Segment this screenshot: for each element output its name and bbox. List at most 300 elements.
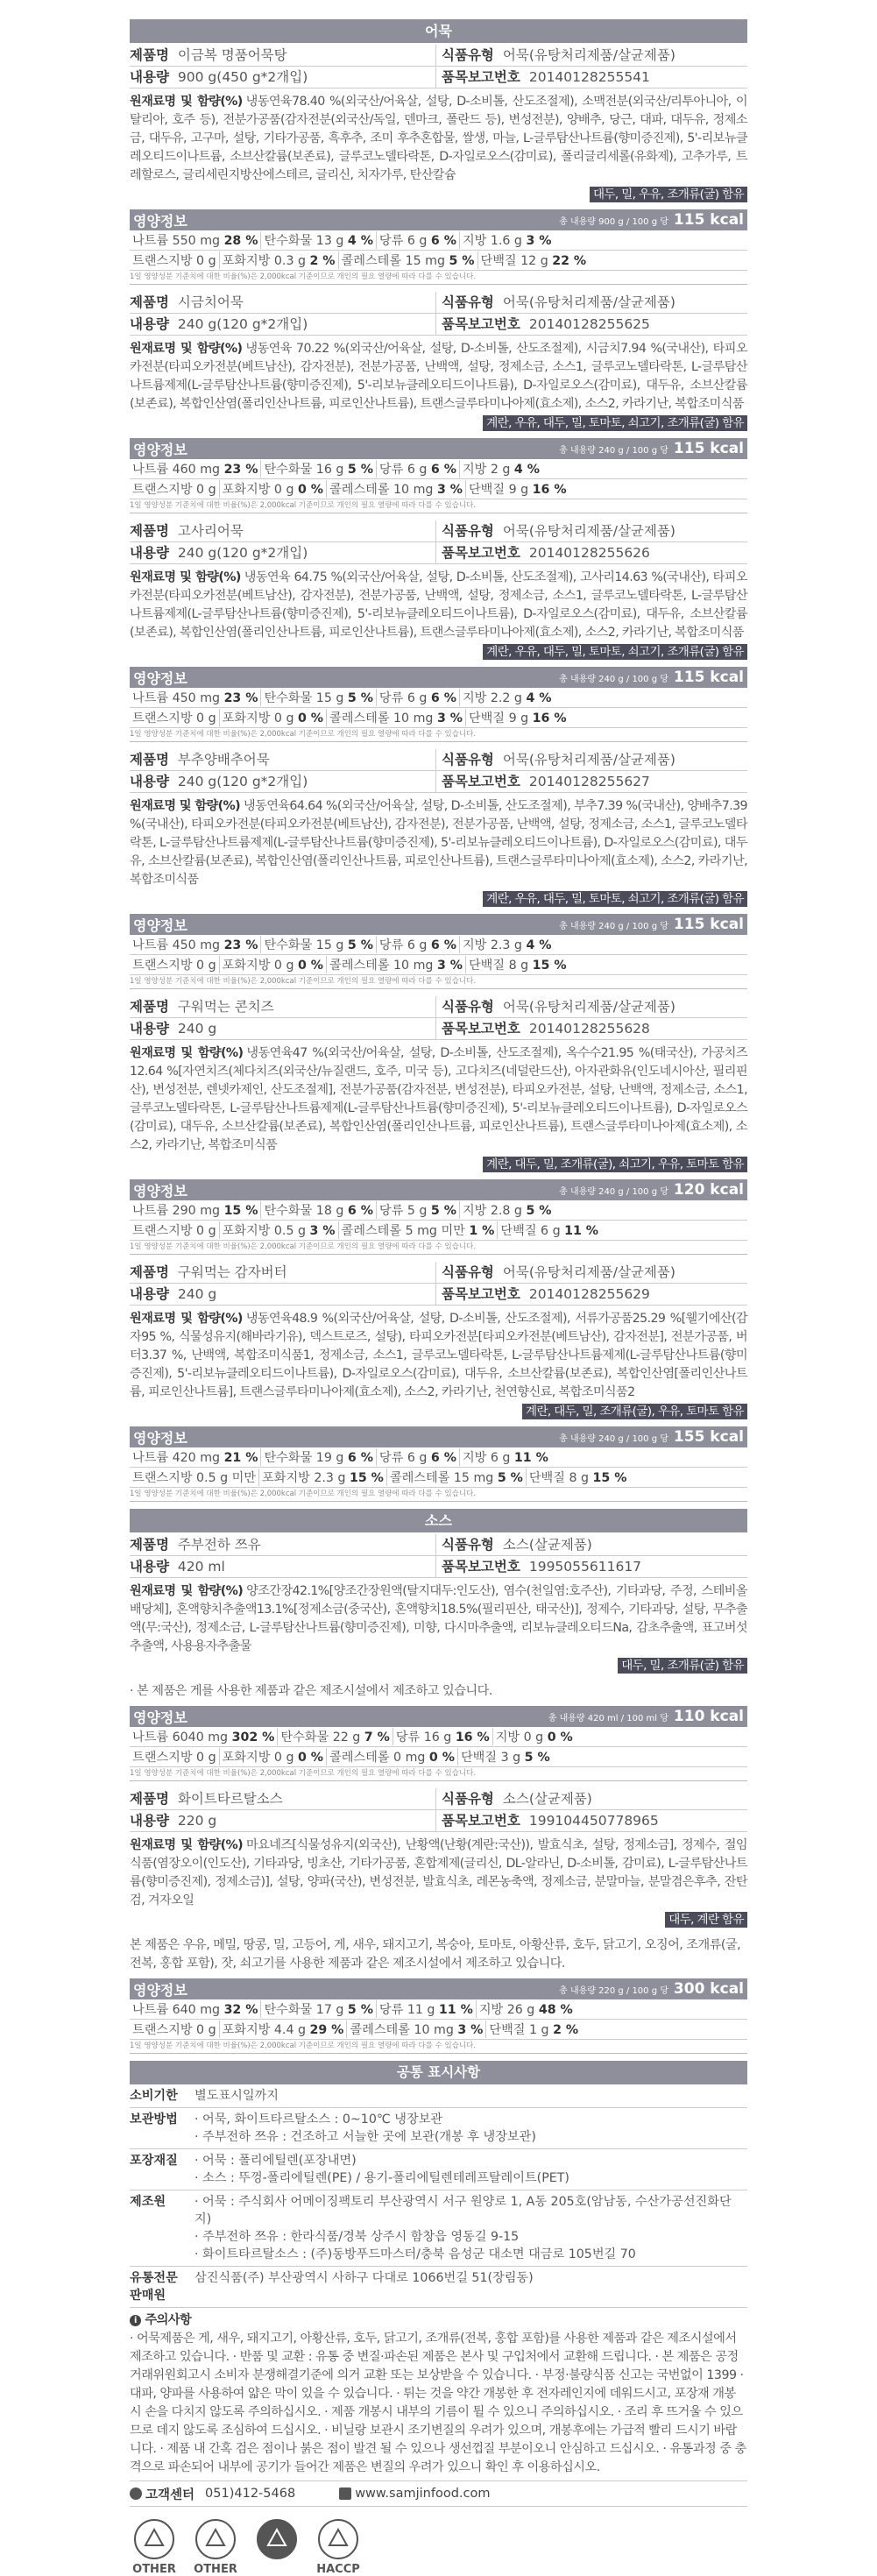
content-amount-cell bbox=[130, 1018, 435, 1039]
product-name-label: 제품명 bbox=[130, 1791, 169, 1807]
nutrient-percent: 6 % bbox=[430, 691, 456, 705]
common-info-row bbox=[130, 2084, 747, 2108]
certification-mark bbox=[252, 2517, 301, 2563]
product-name-row bbox=[130, 1262, 747, 1284]
nutrient-percent: 5 % bbox=[526, 1204, 552, 1218]
nutrition-title: 영양정보 bbox=[133, 441, 187, 458]
product-content-row bbox=[130, 771, 747, 793]
product-content-row bbox=[130, 1284, 747, 1306]
nutrient-percent: 15 % bbox=[592, 1471, 627, 1485]
content-amount-label: 내용량 bbox=[130, 1813, 169, 1829]
nutrient-item: 트랜스지방 0 g bbox=[130, 251, 220, 269]
product-name-value: 구워먹는 콘치즈 bbox=[177, 999, 274, 1015]
common-info-line: · 어묵 : 주식회사 어메이징팩토리 부산광역시 서구 원양로 1, A동 205호(암남동, 수산가공선진화단지) bbox=[194, 2195, 732, 2226]
nutrient-item: 콜레스테롤 15 mg 5 % bbox=[339, 251, 478, 269]
nutrition-title: 영양정보 bbox=[133, 212, 187, 230]
nutrient-percent: 2 % bbox=[553, 2023, 579, 2037]
recycle-other-plastic-icon bbox=[132, 2517, 176, 2561]
product-name-row bbox=[130, 1534, 747, 1556]
nutrient-percent: 0 % bbox=[297, 711, 323, 725]
common-info-header: 공통 표시사항 bbox=[130, 2061, 747, 2084]
quality-seal-icon bbox=[255, 2517, 299, 2561]
nutrition-header bbox=[130, 1179, 747, 1200]
content-amount-label: 내용량 bbox=[130, 316, 169, 332]
nutrient-percent: 3 % bbox=[436, 711, 463, 725]
food-type-cell bbox=[435, 45, 747, 66]
nutrient-item: 탄수화물 17 g 5 % bbox=[261, 2000, 376, 2018]
certification-marks bbox=[130, 2517, 747, 2576]
food-type-label: 식품유형 bbox=[442, 1264, 494, 1280]
calories: 115 kcal bbox=[673, 669, 744, 686]
nutrient-percent: 5 % bbox=[524, 1751, 550, 1765]
nutrition-header bbox=[130, 209, 747, 230]
nutrition-row bbox=[130, 1747, 747, 1767]
nutrient-item: 트랜스지방 0 g bbox=[130, 480, 220, 498]
content-amount-value: 420 ml bbox=[177, 1559, 225, 1575]
nutrient-item: 탄수화물 15 g 5 % bbox=[261, 689, 376, 706]
content-amount-value: 900 g(450 g*2개입) bbox=[177, 69, 308, 85]
serving-size: 총 내용량 240 g / 100 g 당 bbox=[559, 674, 668, 684]
certification-mark-label: OTHER bbox=[194, 2563, 237, 2576]
food-type-cell bbox=[435, 996, 747, 1017]
report-number-label: 품목보고번호 bbox=[442, 1286, 520, 1302]
content-amount-cell bbox=[130, 1284, 435, 1305]
product-name-value: 화이트타르탈소스 bbox=[177, 1791, 283, 1807]
product-content-row bbox=[130, 1810, 747, 1832]
nutrition-panel bbox=[130, 438, 747, 513]
nutrition-title: 영양정보 bbox=[133, 1182, 187, 1200]
nutrient-item: 나트륨 450 mg 23 % bbox=[130, 689, 261, 706]
product-content-row bbox=[130, 1556, 747, 1578]
allergen-badge bbox=[130, 890, 747, 909]
product-name-value: 주부전하 쯔유 bbox=[177, 1537, 261, 1553]
nutrient-item: 콜레스테롤 10 mg 3 % bbox=[327, 709, 466, 726]
nutrient-percent: 5 % bbox=[347, 2003, 373, 2017]
nutrient-item: 나트륨 450 mg 23 % bbox=[130, 936, 261, 953]
common-info-row bbox=[130, 2190, 747, 2267]
nutrient-item: 콜레스테롤 10 mg 3 % bbox=[327, 480, 466, 498]
common-info-row bbox=[130, 2108, 747, 2149]
nutrient-item: 포화지방 0.3 g 2 % bbox=[220, 251, 339, 269]
nutrient-percent: 4 % bbox=[347, 234, 373, 248]
nutrient-percent: 3 % bbox=[457, 2023, 484, 2037]
content-amount-value: 240 g bbox=[177, 1021, 217, 1037]
common-info-values bbox=[194, 2087, 747, 2105]
nutrient-percent: 0 % bbox=[297, 959, 323, 973]
nutrient-item: 포화지방 0 g 0 % bbox=[220, 480, 327, 498]
nutrient-item: 포화지방 2.3 g 15 % bbox=[259, 1468, 387, 1486]
nutrient-item: 콜레스테롤 10 mg 3 % bbox=[347, 2020, 486, 2038]
serving-size: 총 내용량 240 g / 100 g 당 bbox=[559, 1433, 668, 1444]
food-type-value: 어묵(유탕처리제품/살균제품) bbox=[502, 47, 675, 63]
nutrient-item: 지방 0 g 0 % bbox=[495, 1730, 573, 1744]
section-header-sauce: 소스 bbox=[130, 1509, 747, 1532]
nutrient-percent: 3 % bbox=[309, 1224, 336, 1238]
nutrient-item: 탄수화물 15 g 5 % bbox=[261, 936, 376, 953]
nutrient-percent: 15 % bbox=[349, 1471, 384, 1485]
nutrient-percent: 2 % bbox=[309, 254, 336, 268]
fishcake-product bbox=[130, 520, 747, 742]
allergen-text: 계란, 대두, 밀, 조개류(굴), 쇠고기, 우유, 토마토 함유 bbox=[483, 1157, 747, 1172]
product-name-label: 제품명 bbox=[130, 1264, 169, 1280]
nutrient-item: 지방 26 g 48 % bbox=[478, 2003, 573, 2017]
nutrient-item: 트랜스지방 0 g bbox=[130, 1748, 220, 1766]
nutrient-item: 당류 6 g 6 % bbox=[377, 689, 460, 706]
nutrient-percent: 0 % bbox=[547, 1730, 573, 1744]
nutrient-item: 나트륨 460 mg 23 % bbox=[130, 460, 261, 478]
report-number-label: 품목보고번호 bbox=[442, 1559, 520, 1575]
nutrition-row bbox=[130, 1200, 747, 1221]
food-type-label: 식품유형 bbox=[442, 1537, 494, 1553]
nutrient-percent: 16 % bbox=[532, 483, 567, 497]
nutrient-percent: 6 % bbox=[347, 1451, 373, 1465]
nutrient-percent: 48 % bbox=[538, 2003, 573, 2017]
serving-size: 총 내용량 220 g / 100 g 당 bbox=[559, 1985, 668, 1996]
common-info-values bbox=[194, 2193, 747, 2263]
nutrient-percent: 11 % bbox=[438, 2003, 473, 2017]
product-name-value: 시금치어묵 bbox=[177, 294, 244, 310]
recycle-other-icon bbox=[194, 2517, 237, 2561]
ingredients-label: 원재료명 및 함량(%) bbox=[130, 1046, 244, 1060]
food-type-value: 소스(살균제품) bbox=[502, 1791, 592, 1807]
nutrient-item: 지방 2.2 g 4 % bbox=[462, 691, 552, 705]
report-number-label: 품목보고번호 bbox=[442, 1813, 520, 1829]
allergen-badge bbox=[130, 1403, 747, 1421]
nutrient-item: 탄수화물 13 g 4 % bbox=[261, 231, 376, 249]
report-number-value: 20140128255627 bbox=[528, 774, 650, 789]
allergen-badge bbox=[130, 1911, 747, 1929]
food-type-label: 식품유형 bbox=[442, 523, 494, 539]
nutrient-item: 당류 6 g 6 % bbox=[377, 231, 460, 249]
nutrient-item: 당류 6 g 6 % bbox=[377, 936, 460, 953]
nutrition-header bbox=[130, 1426, 747, 1447]
product-content-row bbox=[130, 67, 747, 88]
certification-mark bbox=[191, 2517, 240, 2576]
nutrient-percent: 6 % bbox=[430, 1451, 456, 1465]
certification-mark-label: OTHER bbox=[132, 2563, 176, 2576]
ingredients-label: 원재료명 및 함량(%) bbox=[130, 570, 241, 584]
nutrient-item: 콜레스테롤 10 mg 3 % bbox=[327, 956, 466, 973]
report-number-value: 20140128255625 bbox=[528, 316, 650, 332]
common-info-line: · 화이트타르탈소스 : (주)동방푸드마스터/충북 음성군 대소면 대금로 105번길 70 bbox=[194, 2247, 636, 2261]
product-content-row bbox=[130, 542, 747, 564]
nutrient-item: 콜레스테롤 15 mg 5 % bbox=[387, 1468, 527, 1486]
nutrition-footnote: 1일 영양성분 기준치에 대한 비율(%)은 2,000kcal 기준이므로 개인의 필요 열량에 따라 다를 수 있습니다. bbox=[130, 728, 747, 742]
product-name-label: 제품명 bbox=[130, 294, 169, 310]
fishcake-product bbox=[130, 1262, 747, 1502]
nutrient-percent: 6 % bbox=[430, 938, 456, 952]
nutrient-item: 탄수화물 16 g 5 % bbox=[261, 460, 376, 478]
nutrient-item: 지방 2 g 4 % bbox=[462, 463, 540, 477]
product-name-row bbox=[130, 1788, 747, 1810]
nutrient-item: 단백질 6 g 11 % bbox=[500, 1224, 598, 1238]
food-type-value: 어묵(유탕처리제품/살균제품) bbox=[502, 294, 675, 310]
nutrient-item: 포화지방 0 g 0 % bbox=[220, 709, 327, 726]
allergen-text: 계란, 우유, 대두, 밀, 토마토, 쇠고기, 조개류(굴) 함유 bbox=[483, 644, 747, 660]
nutrient-item: 탄수화물 18 g 6 % bbox=[261, 1201, 376, 1219]
nutrient-item: 당류 5 g 5 % bbox=[377, 1201, 460, 1219]
nutrient-percent: 7 % bbox=[364, 1730, 390, 1744]
section-header-fishcake: 어묵 bbox=[130, 19, 747, 43]
common-info-label: 유통전문판매원 bbox=[130, 2271, 178, 2303]
nutrient-percent: 5 % bbox=[347, 938, 373, 952]
nutrient-percent: 4 % bbox=[513, 463, 540, 477]
nutrition-footnote: 1일 영양성분 기준치에 대한 비율(%)은 2,000kcal 기준이므로 개인의 필요 열량에 따라 다를 수 있습니다. bbox=[130, 1767, 747, 1781]
ingredients-text: 원재료명 및 함량(%) 냉동연육 70.22 %(외국산/어육살, 설탕, D-소비톨, 산도조절제), 시금치7.94 %(국내산), 타피오카전분(타피오카전분(베트남산), 감자전분), 전분가공품, 난백액, 설탕, 정제소금, 소스1, 글루코노델타락톤, L-글루탐산나트륨제제(L-글루탐산나트륨(향미증진제), 5'-리보뉴클레오티드이나트륨), D-자일로오스(감미료), 대두유, 소브산칼륨(보존료), 복합인산염(폴리인산나트륨, 피로인산나트륨), 트랜스글루타미나아제(효소제), 소스2, 카라기난, 복합조미식품 계란, 우유, 대두, 밀, 토마토, 쇠고기, 조개류(굴) 함유 bbox=[130, 336, 747, 436]
ingredients-label: 원재료명 및 함량(%) bbox=[130, 95, 243, 109]
nutrient-item: 나트륨 420 mg 21 % bbox=[130, 1448, 261, 1466]
ingredients-text: 원재료명 및 함량(%) 냉동연육 64.75 %(외국산/어육살, 설탕, D-소비톨, 산도조절제), 고사리14.63 %(국내산), 타피오카전분(타피오카전분(베트남산), 감자전분), 전분가공품, 난백액, 설탕, 정제소금, 소스1, 글루코노델타락톤, L-글루탐산나트륨제제(L-글루탐산나트륨(향미증진제), 5'-리보뉴클레오티드이나트륨), D-자일로오스(감미료), 대두유, 소브산칼륨(보존료), 복합인산염(폴리인산나트륨, 피로인산나트륨), 트랜스글루타미나아제(효소제), 소스2, 카라기난, 복합조미식품 계란, 우유, 대두, 밀, 토마토, 쇠고기, 조개류(굴) 함유 bbox=[130, 564, 747, 665]
phone-icon bbox=[130, 2488, 142, 2500]
nutrition-footnote: 1일 영양성분 기준치에 대한 비율(%)은 2,000kcal 기준이므로 개인의 필요 열량에 따라 다를 수 있습니다. bbox=[130, 1488, 747, 1502]
product-name-value: 고사리어묵 bbox=[177, 523, 244, 539]
caution-title: i 주의사항 bbox=[130, 2311, 747, 2330]
product-name-value: 부추양배추어묵 bbox=[177, 752, 270, 768]
product-name-cell bbox=[130, 520, 435, 541]
website-link[interactable]: www.samjinfood.com bbox=[355, 2487, 491, 2501]
product-name-label: 제품명 bbox=[130, 752, 169, 768]
nutrient-percent: 23 % bbox=[223, 463, 258, 477]
food-type-value: 어묵(유탕처리제품/살균제품) bbox=[502, 1264, 675, 1280]
nutrient-percent: 15 % bbox=[532, 959, 567, 973]
contact-row bbox=[130, 2481, 747, 2507]
food-type-cell bbox=[435, 1788, 747, 1809]
allergen-badge bbox=[130, 414, 747, 433]
content-amount-value: 240 g bbox=[177, 1286, 217, 1302]
food-type-value: 어묵(유탕처리제품/살균제품) bbox=[502, 752, 675, 768]
nutrient-item: 트랜스지방 0 g bbox=[130, 2020, 220, 2038]
nutrition-row bbox=[130, 1468, 747, 1488]
content-amount-cell bbox=[130, 314, 435, 335]
nutrition-footnote: 1일 영양성분 기준치에 대한 비율(%)은 2,000kcal 기준이므로 개인의 필요 열량에 따라 다를 수 있습니다. bbox=[130, 499, 747, 513]
common-info-values bbox=[194, 2111, 747, 2146]
ingredients-text: 원재료명 및 함량(%) 마요네즈[식물성유지(외국산), 난황액(난황(계란:국산)), 발효식초, 설탕, 정제소금], 정제수, 절임식품(염장오이(인도산), 기타과당, 빙초산, 기타가공품, 혼합제제(글리신, DL-알라닌, D-소비톨, 감미료), L-글루탐산나트륨(향미증진제), 정제소금)], 설탕, 양파(국산), 변성전분, 발효식초, 레몬농축액, 정제소금, 분말마늘, 분말겸은후추, 잔탄검, 겨자오일 대두, 계란 함유 bbox=[130, 1832, 747, 1933]
nutrient-item: 당류 6 g 6 % bbox=[377, 1448, 460, 1466]
content-amount-label: 내용량 bbox=[130, 69, 169, 85]
sauce-product bbox=[130, 1788, 747, 2054]
nutrition-title: 영양정보 bbox=[133, 669, 187, 687]
report-number-cell bbox=[435, 314, 747, 335]
nutrient-percent: 16 % bbox=[455, 1730, 490, 1744]
nutrient-item: 트랜스지방 0 g bbox=[130, 709, 220, 726]
nutrient-item: 트랜스지방 0.5 g 미만 bbox=[130, 1468, 259, 1486]
food-type-label: 식품유형 bbox=[442, 47, 494, 63]
ingredients-label: 원재료명 및 함량(%) bbox=[130, 342, 243, 356]
nutrition-panel bbox=[130, 1978, 747, 2054]
calories: 110 kcal bbox=[673, 1708, 744, 1725]
nutrition-row bbox=[130, 459, 747, 479]
nutrient-percent: 5 % bbox=[430, 1204, 456, 1218]
nutrient-item: 콜레스테롤 0 mg 0 % bbox=[327, 1748, 458, 1766]
nutrition-header bbox=[130, 667, 747, 688]
ingredients-text: 원재료명 및 함량(%) 냉동연육48.9 %(외국산/어육살, 설탕, D-소비톨, 산도조절제), 서류가공품25.29 %[웰기에산(감자95 %, 식물성유지(해바라기유), 덱스트로즈, 설탕), 타피오카전분[타피오카전분(베트남산), 감자전분], 전분가공품, 버터3.37 %, 난백액, 복합조미식품1, 정제소금, 소스1, 글루코노델타락톤, L-글루탐산나트륨제제(L-글루탐산나트륨(향미증진제), 5'-리보뉴클레오티드이나트륨), D-자일로오스(감미료), 대두유, 소브산칼륨(보존료), 복합인산염[폴리인산나트륨, 피로인산나트륨], 트랜스글루타미나아제(효소제), 소스2, 카라기난, 천연향신료, 복합조미식품2 계란, 대두, 밀, 조개류(굴), 우유, 토마토 함유 bbox=[130, 1306, 747, 1425]
nutrient-item: 단백질 8 g 15 % bbox=[468, 959, 567, 973]
content-amount-label: 내용량 bbox=[130, 1021, 169, 1037]
food-type-cell bbox=[435, 292, 747, 313]
serving-size: 총 내용량 240 g / 100 g 당 bbox=[559, 921, 668, 931]
calories: 115 kcal bbox=[673, 211, 744, 229]
report-number-cell bbox=[435, 1810, 747, 1831]
common-info-line: 별도표시일까지 bbox=[194, 2089, 279, 2103]
content-amount-cell bbox=[130, 1556, 435, 1577]
food-type-cell bbox=[435, 749, 747, 770]
food-type-cell bbox=[435, 520, 747, 541]
fishcake-product bbox=[130, 292, 747, 513]
common-info-line: · 어묵, 화이트타르탈소스 : 0~10℃ 냉장보관 bbox=[194, 2112, 443, 2127]
nutrition-footnote: 1일 영양성분 기준치에 대한 비율(%)은 2,000kcal 기준이므로 개인의 필요 열량에 따라 다를 수 있습니다. bbox=[130, 1241, 747, 1255]
nutrient-item: 지방 1.6 g 3 % bbox=[462, 234, 552, 248]
report-number-cell bbox=[435, 1556, 747, 1577]
nutrient-item: 단백질 1 g 2 % bbox=[489, 2023, 579, 2037]
allergen-badge bbox=[130, 1156, 747, 1174]
product-name-cell bbox=[130, 45, 435, 66]
food-type-label: 식품유형 bbox=[442, 752, 494, 768]
nutrition-row bbox=[130, 251, 747, 271]
ingredients-text: 원재료명 및 함량(%) 냉동연육78.40 %(외국산/어육살, 설탕, D-소비톨, 산도조절제), 소맥전분(외국산/리투아니아, 이탈리아, 호주 등), 전분가공품(감자전분(외국산/독일, 덴마크, 폴란드 등), 변성전분), 양배추, 당근, 대파, 대두유, 정제소금, 대두유, 고구마, 설탕, 기타가공품, 흑후추, 조미 후추혼합물, 쌀생, 마늘, L-글루탐산나트륨(향미증진제), 5'-리보뉴클레오티드이나트륨, 소브산칼륨(보존료), 글루코노델타락톤, D-자일로오스(감미료), 폴리글리세롤(유화제), 고추가루, 트레할로스, 글리세린지방산에스테르, 글리신, 치자가루, 탄산칼슘 대두, 밀, 우유, 조개류(굴) 함유 bbox=[130, 88, 747, 208]
content-amount-label: 내용량 bbox=[130, 545, 169, 561]
product-name-cell bbox=[130, 1534, 435, 1555]
sauce-products bbox=[130, 1534, 747, 2054]
product-name-value: 구워먹는 감자버터 bbox=[177, 1264, 287, 1280]
common-info-row bbox=[130, 2267, 747, 2308]
common-info-line: 삼진식품(주) 부산광역시 사하구 다대로 1066번길 51(장림동) bbox=[194, 2271, 534, 2285]
nutrient-item: 나트륨 290 mg 15 % bbox=[130, 1201, 261, 1219]
sauce-product bbox=[130, 1534, 747, 1781]
nutrient-percent: 11 % bbox=[513, 1451, 548, 1465]
nutrient-percent: 28 % bbox=[223, 234, 258, 248]
calories: 115 kcal bbox=[673, 440, 744, 457]
calories: 155 kcal bbox=[673, 1428, 744, 1446]
nutrition-panel bbox=[130, 914, 747, 989]
report-number-label: 품목보고번호 bbox=[442, 316, 520, 332]
common-info-line: · 주부전하 쯔유 : 한라식품/경북 상주시 함창읍 영동길 9-15 bbox=[194, 2230, 520, 2244]
nutrient-percent: 22 % bbox=[552, 254, 587, 268]
common-info-row bbox=[130, 2149, 747, 2190]
nutrition-row bbox=[130, 2020, 747, 2040]
content-amount-label: 내용량 bbox=[130, 1559, 169, 1575]
nutrition-title: 영양정보 bbox=[133, 1981, 187, 1999]
food-type-value: 어묵(유탕처리제품/살균제품) bbox=[502, 999, 675, 1015]
nutrient-item: 당류 11 g 11 % bbox=[377, 2000, 477, 2018]
certification-mark bbox=[130, 2517, 179, 2576]
nutrition-row bbox=[130, 1727, 747, 1747]
nutrient-item: 지방 2.8 g 5 % bbox=[462, 1204, 552, 1218]
product-content-row bbox=[130, 1018, 747, 1040]
nutrition-row bbox=[130, 955, 747, 975]
certification-mark bbox=[314, 2517, 363, 2576]
report-number-cell bbox=[435, 542, 747, 563]
allergen-text: 대두, 계란 함유 bbox=[665, 1912, 747, 1928]
content-amount-value: 240 g(120 g*2개입) bbox=[177, 316, 308, 332]
nutrition-header bbox=[130, 1706, 747, 1727]
nutrient-item: 나트륨 550 mg 28 % bbox=[130, 231, 261, 249]
allergen-text: 계란, 우유, 대두, 밀, 토마토, 쇠고기, 조개류(굴) 함유 bbox=[483, 891, 747, 907]
nutrition-row bbox=[130, 479, 747, 499]
content-amount-value: 220 g bbox=[177, 1813, 217, 1829]
nutrient-percent: 5 % bbox=[347, 463, 373, 477]
serving-size: 총 내용량 420 ml / 100 ml 당 bbox=[548, 1713, 668, 1723]
allergen-badge bbox=[130, 643, 747, 662]
nutrient-percent: 29 % bbox=[309, 2023, 344, 2037]
fishcake-products bbox=[130, 45, 747, 1502]
info-icon: i bbox=[130, 2315, 141, 2326]
ingredients-label: 원재료명 및 함량(%) bbox=[130, 1312, 243, 1326]
content-amount-cell bbox=[130, 67, 435, 88]
common-info-values bbox=[194, 2152, 747, 2187]
food-type-label: 식품유형 bbox=[442, 1791, 494, 1807]
ingredients-text: 원재료명 및 함량(%) 양조간장42.1%[양조간장원액(탈지대두:인도산), 염수(천일염:호주산), 기타과당, 주정, 스테비올배당체], 혼액향치추출액13.1%[정제소금(중국산), 혼액향치18.5%(필리핀산, 태국산)], 정제수, 기타과당, 설탕, 무추출액(무:국산), 정제소금, L-글루탐산나트륨(향미증진제), 미향, 다시마추출액, 리보뉴클레오티드Na, 감초추출액, 표고버섯추출액, 사용용자추출물 대두, 밀, 조개류(굴) 함유 bbox=[130, 1578, 747, 1679]
nutrient-item: 포화지방 0 g 0 % bbox=[220, 956, 327, 973]
nutrition-header bbox=[130, 914, 747, 935]
nutrition-row bbox=[130, 230, 747, 251]
nutrient-item: 트랜스지방 0 g bbox=[130, 956, 220, 973]
report-number-cell bbox=[435, 1018, 747, 1039]
serving-size: 총 내용량 240 g / 100 g 당 bbox=[559, 1186, 668, 1197]
nutrient-percent: 4 % bbox=[526, 938, 552, 952]
nutrient-percent: 15 % bbox=[223, 1204, 258, 1218]
report-number-label: 품목보고번호 bbox=[442, 1021, 520, 1037]
calories: 300 kcal bbox=[673, 1980, 744, 1998]
nutrient-percent: 0 % bbox=[428, 1751, 455, 1765]
caution-block bbox=[130, 2308, 747, 2481]
nutrient-item: 지방 2.3 g 4 % bbox=[462, 938, 552, 952]
nutrition-row bbox=[130, 1447, 747, 1468]
content-amount-label: 내용량 bbox=[130, 1286, 169, 1302]
allergen-text: 계란, 우유, 대두, 밀, 토마토, 쇠고기, 조개류(굴) 함유 bbox=[483, 415, 747, 431]
content-amount-cell bbox=[130, 542, 435, 563]
nutrient-percent: 5 % bbox=[497, 1471, 523, 1485]
nutrient-percent: 5 % bbox=[449, 254, 475, 268]
nutrient-percent: 4 % bbox=[526, 691, 552, 705]
nutrition-panel bbox=[130, 1706, 747, 1781]
nutrient-item: 포화지방 0 g 0 % bbox=[220, 1748, 327, 1766]
product-name-cell bbox=[130, 1788, 435, 1809]
nutrient-percent: 6 % bbox=[430, 234, 456, 248]
nutrient-item: 나트륨 6040 mg 302 % bbox=[130, 1728, 278, 1745]
product-name-cell bbox=[130, 749, 435, 770]
product-name-cell bbox=[130, 292, 435, 313]
allergen-text: 대두, 밀, 우유, 조개류(굴) 함유 bbox=[590, 187, 747, 202]
nutrient-percent: 32 % bbox=[223, 2003, 258, 2017]
allergen-text: 계란, 대두, 밀, 조개류(굴), 우유, 토마토 함유 bbox=[522, 1404, 747, 1419]
phone-number: 051)412-5468 bbox=[205, 2487, 296, 2501]
nutrition-panel bbox=[130, 209, 747, 285]
calories: 120 kcal bbox=[673, 1181, 744, 1199]
common-info-line: · 어묵 : 폴리에틸렌(포장내면) bbox=[194, 2154, 357, 2168]
haccp-icon bbox=[316, 2517, 360, 2561]
nutrient-item: 나트륨 640 mg 32 % bbox=[130, 2000, 261, 2018]
report-number-value: 20140128255628 bbox=[528, 1021, 650, 1037]
ingredients-label: 원재료명 및 함량(%) bbox=[130, 799, 240, 813]
nutrient-percent: 1 % bbox=[469, 1224, 495, 1238]
certification-mark-label: HACCP bbox=[316, 2563, 360, 2576]
product-name-row bbox=[130, 996, 747, 1018]
nutrient-percent: 5 % bbox=[347, 691, 373, 705]
product-content-row bbox=[130, 314, 747, 336]
nutrition-footnote: 1일 영양성분 기준치에 대한 비율(%)은 2,000kcal 기준이므로 개인의 필요 열량에 따라 다를 수 있습니다. bbox=[130, 2040, 747, 2054]
report-number-label: 품목보고번호 bbox=[442, 545, 520, 561]
product-name-label: 제품명 bbox=[130, 523, 169, 539]
content-amount-cell bbox=[130, 771, 435, 792]
nutrient-percent: 16 % bbox=[532, 711, 567, 725]
product-name-label: 제품명 bbox=[130, 1537, 169, 1553]
nutrient-item: 포화지방 4.4 g 29 % bbox=[220, 2020, 348, 2038]
common-info-label: 포장재질 bbox=[130, 2154, 178, 2168]
common-info-table bbox=[130, 2084, 747, 2308]
content-amount-cell bbox=[130, 1810, 435, 1831]
nutrient-percent: 3 % bbox=[526, 234, 552, 248]
nutrition-panel bbox=[130, 667, 747, 742]
